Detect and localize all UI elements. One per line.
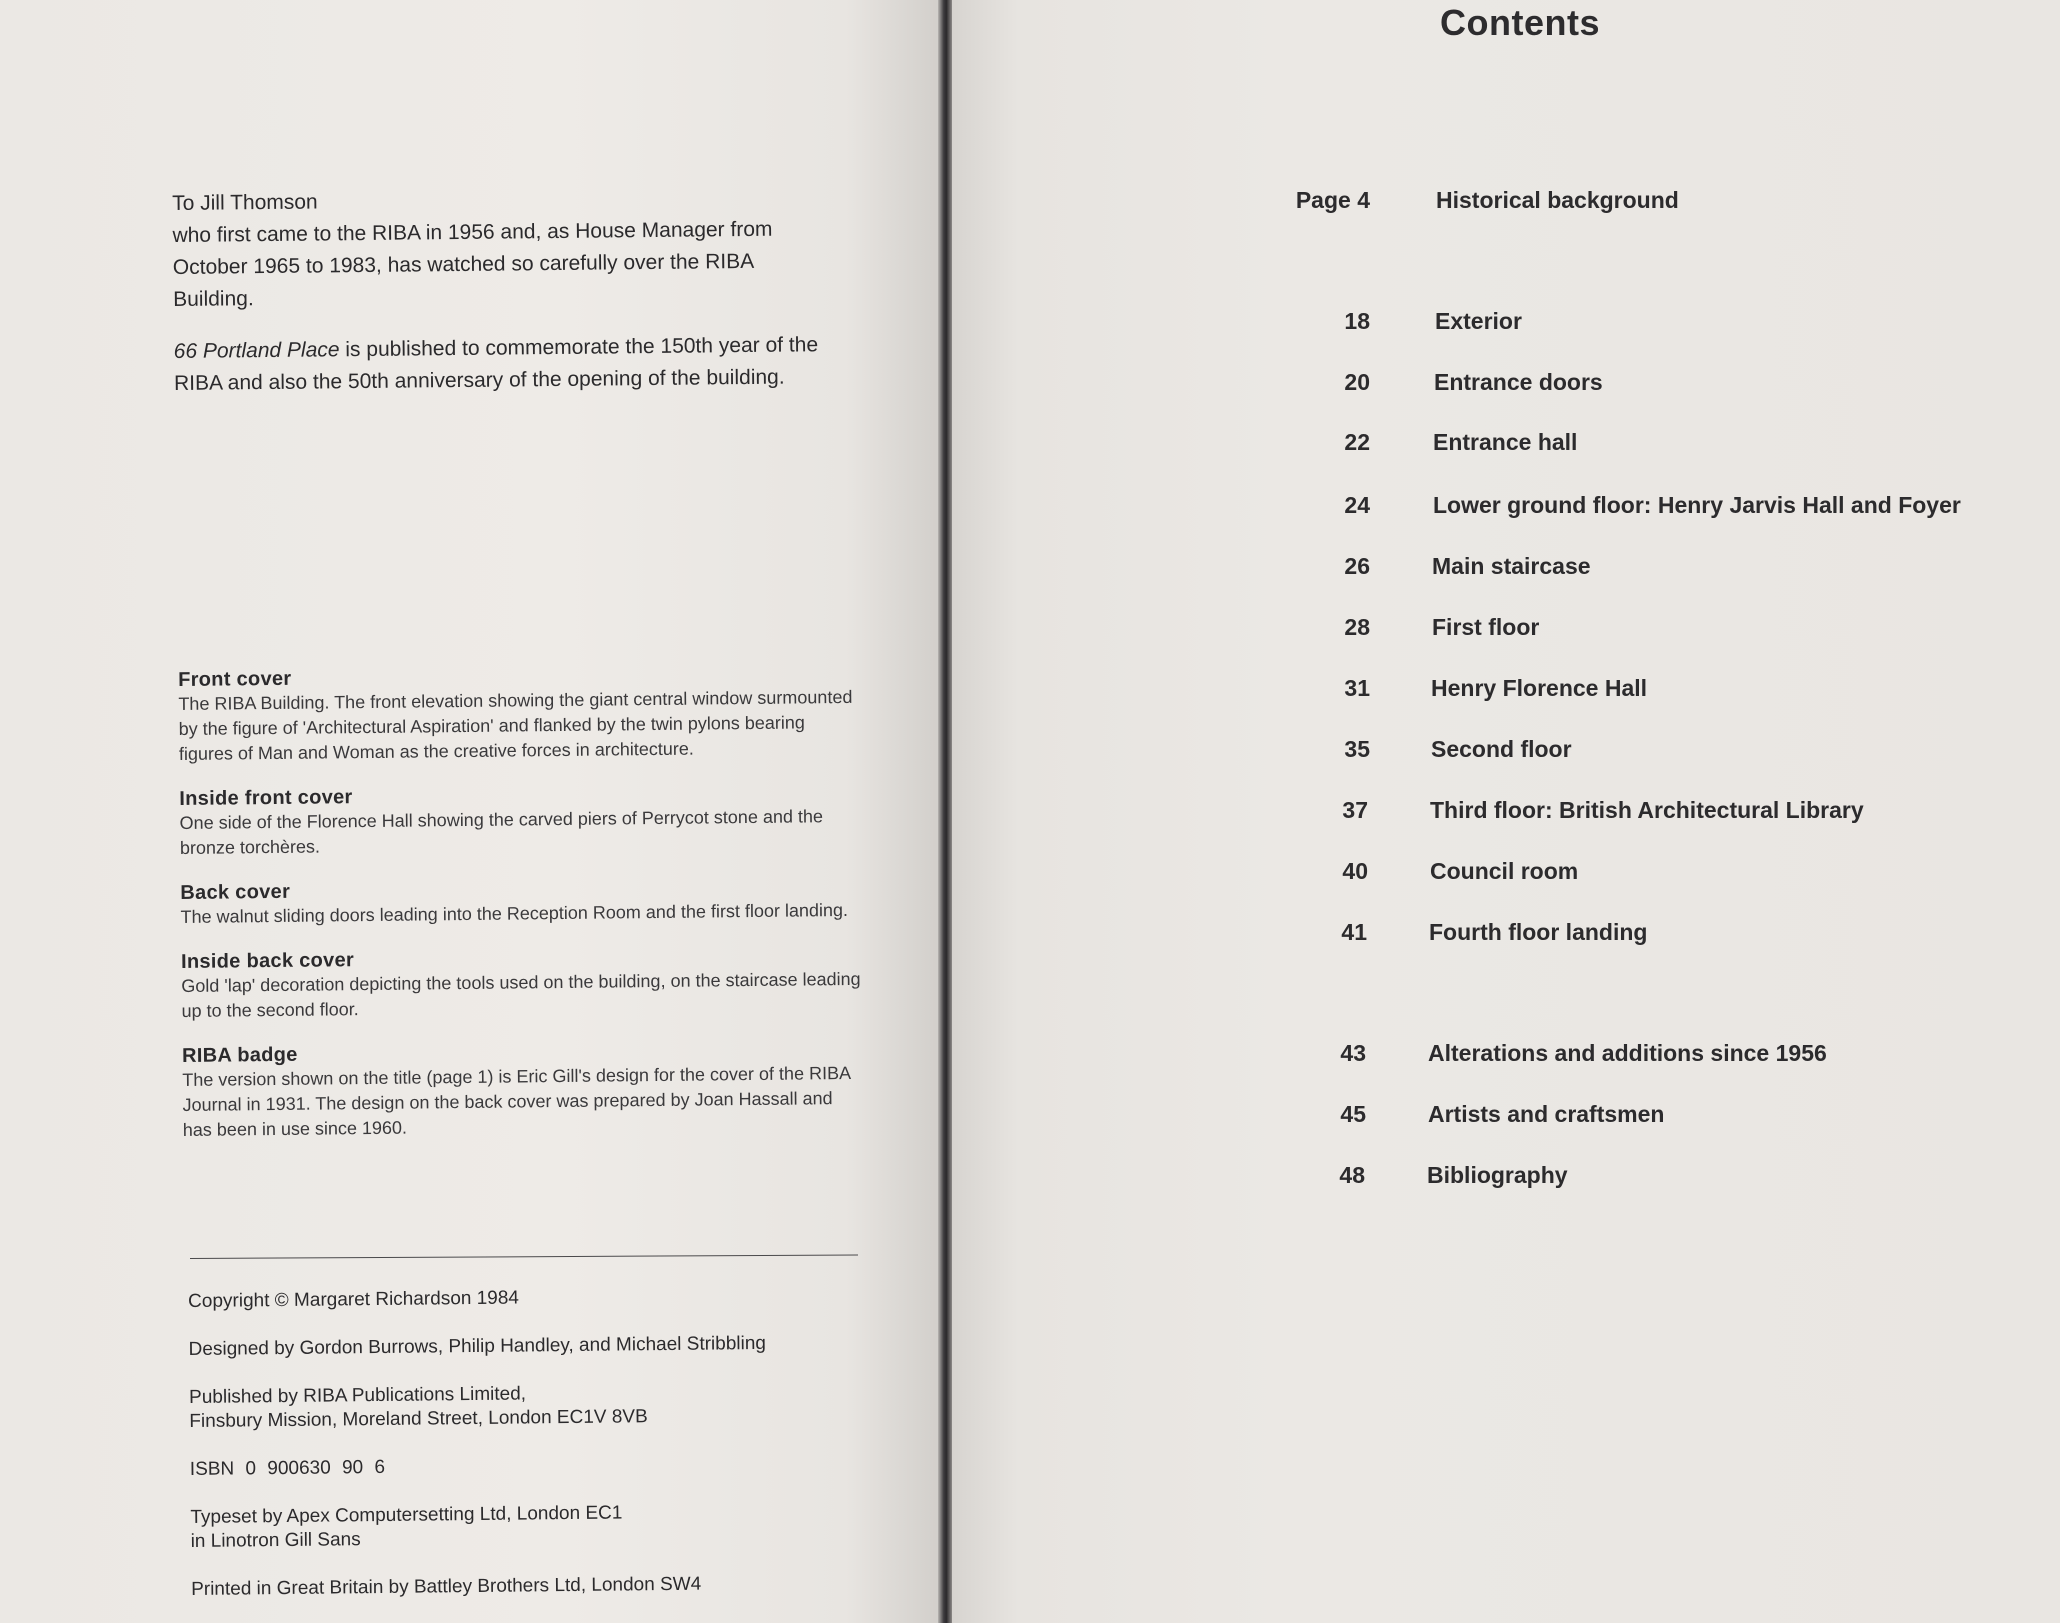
- note-title: Back cover: [180, 880, 291, 904]
- commemoration-body: is published to commemorate the 150th year of the RIBA and also the 50th anniversary of the opening of the building.: [173, 333, 819, 395]
- toc-entry: [1290, 187, 2050, 221]
- book-title: 66 Portland Place: [173, 338, 340, 363]
- printed-by-line: Printed in Great Britain by Battley Brothers Ltd, London SW4: [191, 1573, 702, 1600]
- toc-entry: [1290, 614, 2050, 648]
- toc-page-number: 26: [1344, 553, 1370, 579]
- toc-entry-title: Fourth floor landing: [1429, 919, 1648, 945]
- toc-page-number: 22: [1344, 429, 1370, 455]
- toc-entry: [1290, 1040, 2050, 1074]
- note-inside-back-cover: [181, 943, 862, 1024]
- typeset-line2: in Linotron Gill Sans: [190, 1529, 361, 1552]
- typeset-line1: Typeset by Apex Computersetting Ltd, London EC1: [190, 1502, 623, 1528]
- note-title: Front cover: [178, 667, 292, 691]
- published-line2: Finsbury Mission, Moreland Street, London EC1V 8VB: [189, 1406, 648, 1432]
- note-title: Inside front cover: [179, 786, 353, 810]
- toc-entry-title: Historical background: [1436, 187, 1679, 213]
- isbn-line: ISBN 0 900630 90 6: [189, 1456, 386, 1480]
- note-body: The version shown on the title (page 1) is Eric Gill's design for the cover of the RIBA Journal in 1931. The design on the back cover was prepared by Joan Hassall and has been in use since 1960.: [182, 1062, 851, 1140]
- toc-entry-title: Henry Florence Hall: [1431, 675, 1648, 701]
- toc-entry-title: Bibliography: [1427, 1162, 1568, 1188]
- toc-entry-title: Artists and craftsmen: [1428, 1101, 1665, 1127]
- toc-page-number: 20: [1344, 369, 1370, 395]
- dedication-line1: To Jill Thomson: [172, 190, 318, 215]
- toc-page-number: 37: [1342, 797, 1368, 823]
- toc-entry: [1290, 736, 2050, 770]
- dedication-text: [172, 181, 833, 316]
- note-front-cover: [178, 661, 859, 767]
- left-page: [0, 0, 940, 1623]
- toc-page-number: 31: [1344, 675, 1370, 701]
- toc-entry-title: Main staircase: [1432, 553, 1591, 579]
- toc-page-number: 45: [1340, 1101, 1366, 1127]
- toc-entry: [1290, 492, 2050, 526]
- toc-entry-title: Entrance doors: [1434, 369, 1603, 395]
- toc-entry: [1290, 429, 2050, 463]
- toc-page-number: 40: [1342, 858, 1368, 884]
- toc-entry-title: Third floor: British Architectural Library: [1430, 797, 1864, 823]
- note-title: Inside back cover: [180, 949, 355, 973]
- note-title: RIBA badge: [181, 1043, 298, 1067]
- commemoration-text: [174, 329, 835, 400]
- toc-entry: [1290, 919, 2050, 953]
- toc-entry: [1290, 797, 2050, 831]
- toc-entry-title: First floor: [1432, 614, 1540, 640]
- designed-by-line: Designed by Gordon Burrows, Philip Handley, and Michael Stribbling: [188, 1332, 767, 1360]
- dedication-block: [172, 181, 834, 420]
- toc-entry-title: Exterior: [1435, 308, 1522, 334]
- dedication-line2: who first came to the RIBA in 1956 and, as House Manager from October 1965 to 1983, has watched so carefully over the RIBA Building.: [172, 217, 773, 311]
- toc-page-number: 35: [1344, 736, 1370, 762]
- toc-page-number: 28: [1344, 614, 1370, 640]
- note-body: One side of the Florence Hall showing the carved piers of Perrycot stone and the bronze torchères.: [179, 806, 824, 858]
- toc-entry: [1290, 858, 2050, 892]
- toc-entry-title: Entrance hall: [1433, 429, 1578, 455]
- toc-entry: [1290, 1162, 2050, 1196]
- toc-entry-title: Lower ground floor: Henry Jarvis Hall and Foyer: [1433, 492, 1961, 518]
- toc-entry: [1290, 369, 2050, 403]
- toc-entry: [1290, 1101, 2050, 1135]
- toc-entry-title: Council room: [1430, 858, 1579, 884]
- toc-entry: [1290, 553, 2050, 587]
- imprint-credits: [188, 1283, 871, 1623]
- toc-page-number: Page 4: [1295, 187, 1370, 213]
- toc-page-number: 18: [1344, 308, 1370, 334]
- copyright-line: Copyright © Margaret Richardson 1984: [188, 1287, 520, 1312]
- toc-page-number: 43: [1340, 1040, 1366, 1066]
- contents-heading: Contents: [1440, 2, 1600, 43]
- note-body: Gold 'lap' decoration depicting the tools used on the building, on the staircase leading up to the second floor.: [181, 968, 861, 1021]
- toc-page-number: 24: [1344, 492, 1370, 518]
- note-back-cover: [180, 874, 860, 930]
- cover-notes: [178, 661, 863, 1163]
- note-body: The walnut sliding doors leading into the Reception Room and the first floor landing.: [180, 899, 849, 927]
- published-line1: Published by RIBA Publications Limited,: [189, 1383, 527, 1408]
- toc-entry: [1290, 675, 2050, 709]
- note-body: The RIBA Building. The front elevation showing the giant central window surmounted by the figure of 'Architectural Aspiration' and flanked by the twin pylons bearing figures of Man and Woman as the creative forces in architecture.: [178, 686, 853, 764]
- table-of-contents: [1290, 0, 2050, 1623]
- published-by: [189, 1379, 869, 1434]
- toc-entry: [1290, 308, 2050, 342]
- typeset-by: [190, 1499, 870, 1554]
- book-gutter: [938, 0, 952, 1623]
- note-inside-front-cover: [179, 780, 860, 861]
- divider-rule: [190, 1255, 858, 1259]
- toc-page-number: 41: [1341, 919, 1367, 945]
- toc-entry-title: Alterations and additions since 1956: [1428, 1040, 1827, 1066]
- toc-entry-title: Second floor: [1431, 736, 1572, 762]
- toc-page-number: 48: [1339, 1162, 1365, 1188]
- note-riba-badge: [182, 1037, 863, 1143]
